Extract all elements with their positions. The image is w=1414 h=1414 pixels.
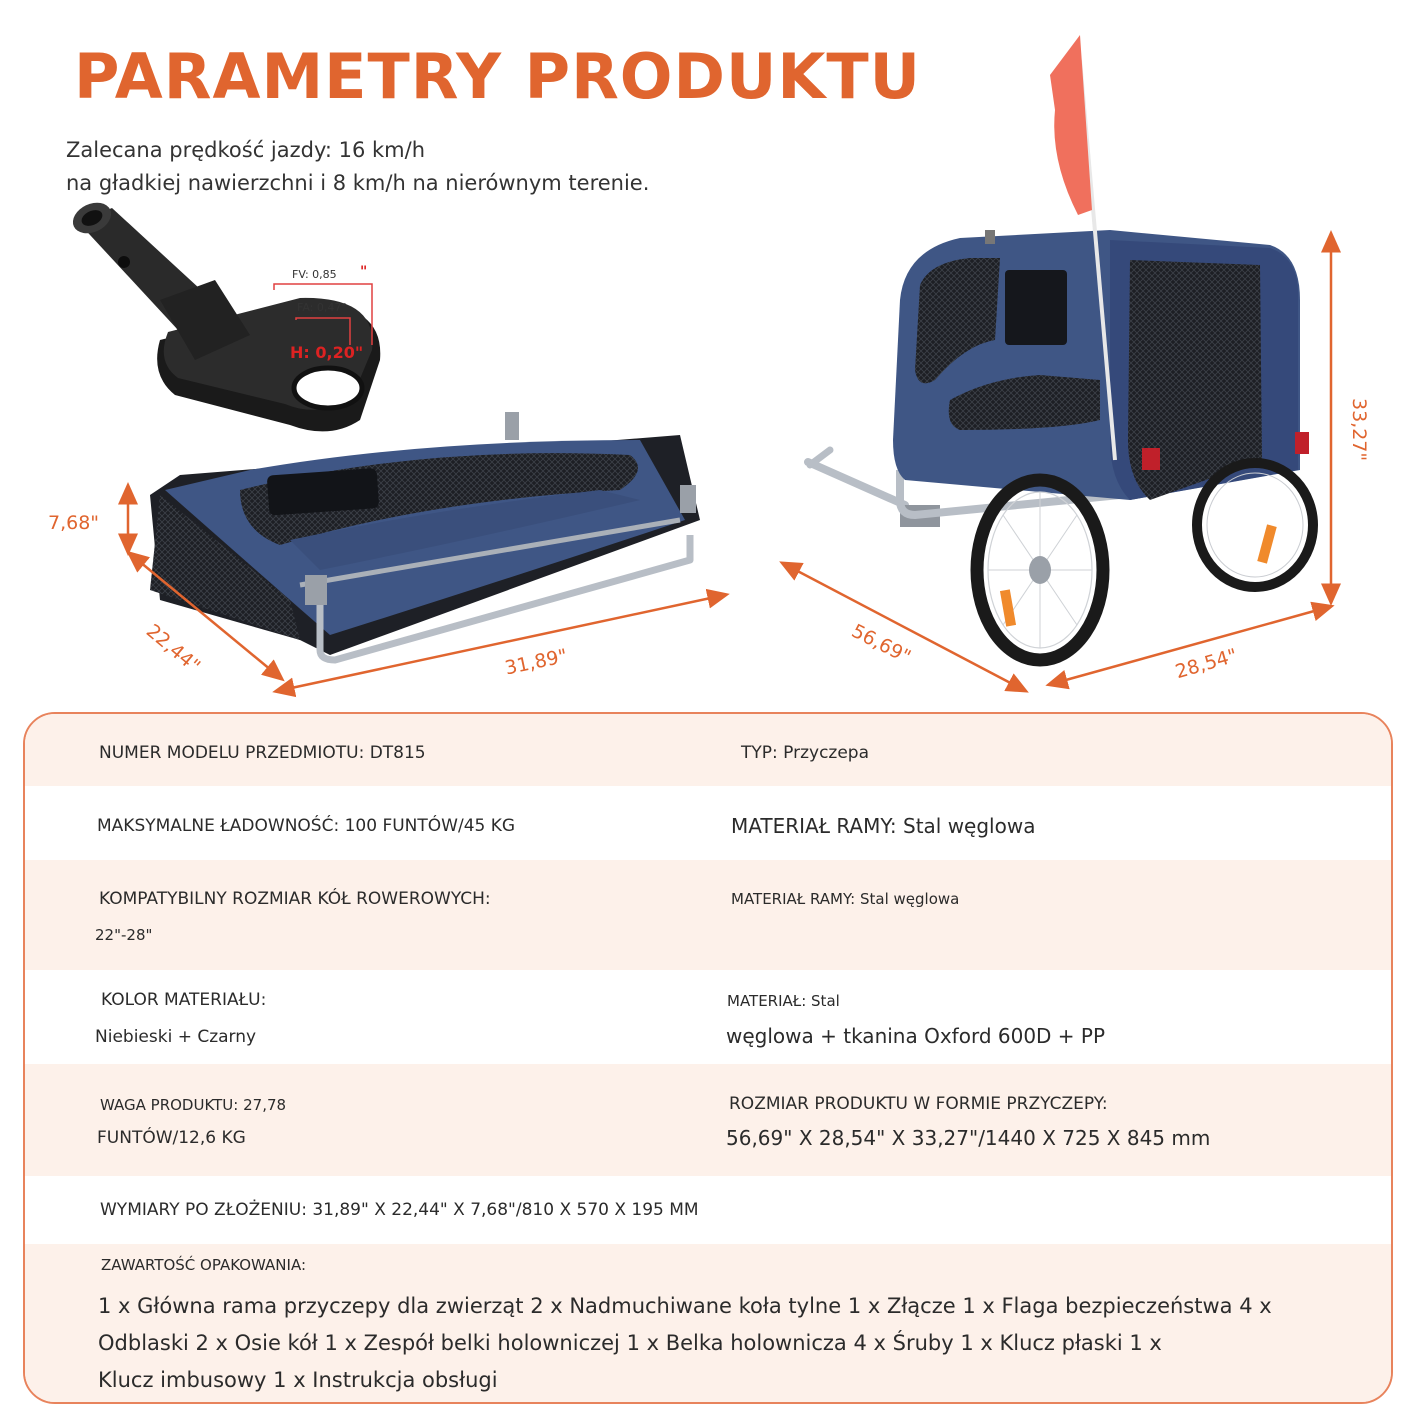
spec-package-contents [98,1288,1318,1399]
package-line-1: 1 x Główna rama przyczepy dla zwierząt 2 x Nadmuchiwane koła tylne 1 x Złącze 1 x Flaga bezpieczeństwa 4 x [98,1294,1272,1318]
package-line-3: Klucz imbusowy 1 x Instrukcja obsługi [98,1368,498,1392]
spec-row-5 [25,1064,1391,1176]
front-wheel [977,480,1103,660]
speed-line-1: Zalecana prędkość jazdy: 16 km/h [66,138,426,162]
spec-package-label: ZAWARTOŚĆ OPAKOWANIA: [101,1256,306,1274]
spec-frame-material-2: MATERIAŁ RAMY: Stal węglowa [731,890,960,908]
trailer-length-label: 56,69" [848,620,915,669]
spec-table [23,712,1393,1404]
spec-frame-material: MATERIAŁ RAMY: Stal węglowa [731,814,1036,838]
spec-row-3 [25,860,1391,970]
spec-material-value: węglowa + tkanina Oxford 600D + PP [726,1024,1106,1048]
spec-folded-size: WYMIARY PO ZŁOŻENIU: 31,89" X 22,44" X 7,68"/810 X 570 X 195 MM [100,1200,699,1220]
spec-row-4 [25,970,1391,1064]
page-title: PARAMETRY PRODUKTU [74,40,922,113]
rear-wheel [1197,463,1313,587]
fv-label: FV: 0,85 [292,268,337,281]
spec-wheel-size-label: KOMPATYBILNY ROZMIAR KÓŁ ROWEROWYCH: [99,889,491,909]
spec-weight-value: FUNTÓW/12,6 KG [97,1128,246,1148]
folded-length-label: 31,89" [503,644,570,680]
h-label: H: 0,20" [290,343,364,362]
spec-material-label: MATERIAŁ: Stal [727,992,840,1010]
package-line-2: Odblaski 2 x Osie kół 1 x Zespół belki holowniczej 1 x Belka holownicza 4 x Śruby 1 x Klucz płaski 1 x [98,1331,1162,1355]
spec-size-value: 56,69" X 28,54" X 33,27"/1440 X 725 X 845 mm [726,1126,1211,1150]
trailer-width-label: 28,54" [1173,644,1240,684]
spec-row-2 [25,786,1391,860]
spec-max-load: MAKSYMALNE ŁADOWNOŚĆ: 100 FUNTÓW/45 KG [97,816,516,836]
speed-line-2: na gładkiej nawierzchni i 8 km/h na nierównym terenie. [66,171,650,195]
spec-model: NUMER MODELU PRZEDMIOTU: DT815 [99,743,426,763]
spec-type: TYP: Przyczepa [741,743,870,763]
folded-height-label: 7,68" [48,512,100,534]
folded-depth-label: 22,44" [141,620,205,678]
fv-mark: " [360,264,368,280]
spec-row-6 [25,1176,1391,1244]
folded-trailer-image [150,412,700,660]
spec-row-1 [25,714,1391,786]
spec-color-value: Niebieski + Czarny [95,1027,257,1047]
hitch-coupler-image [68,197,380,432]
assembled-trailer-image [808,35,1313,660]
spec-size-label: ROZMIAR PRODUKTU W FORMIE PRZYCZEPY: [729,1094,1108,1114]
trailer-height-label: 33,27" [1348,398,1370,462]
spec-weight-label: WAGA PRODUKTU: 27,78 [100,1096,287,1114]
spec-color-label: KOLOR MATERIAŁU: [101,990,267,1010]
spec-wheel-size-value: 22"-28" [95,926,153,944]
fa-label: FA: 0,47" [297,301,347,314]
